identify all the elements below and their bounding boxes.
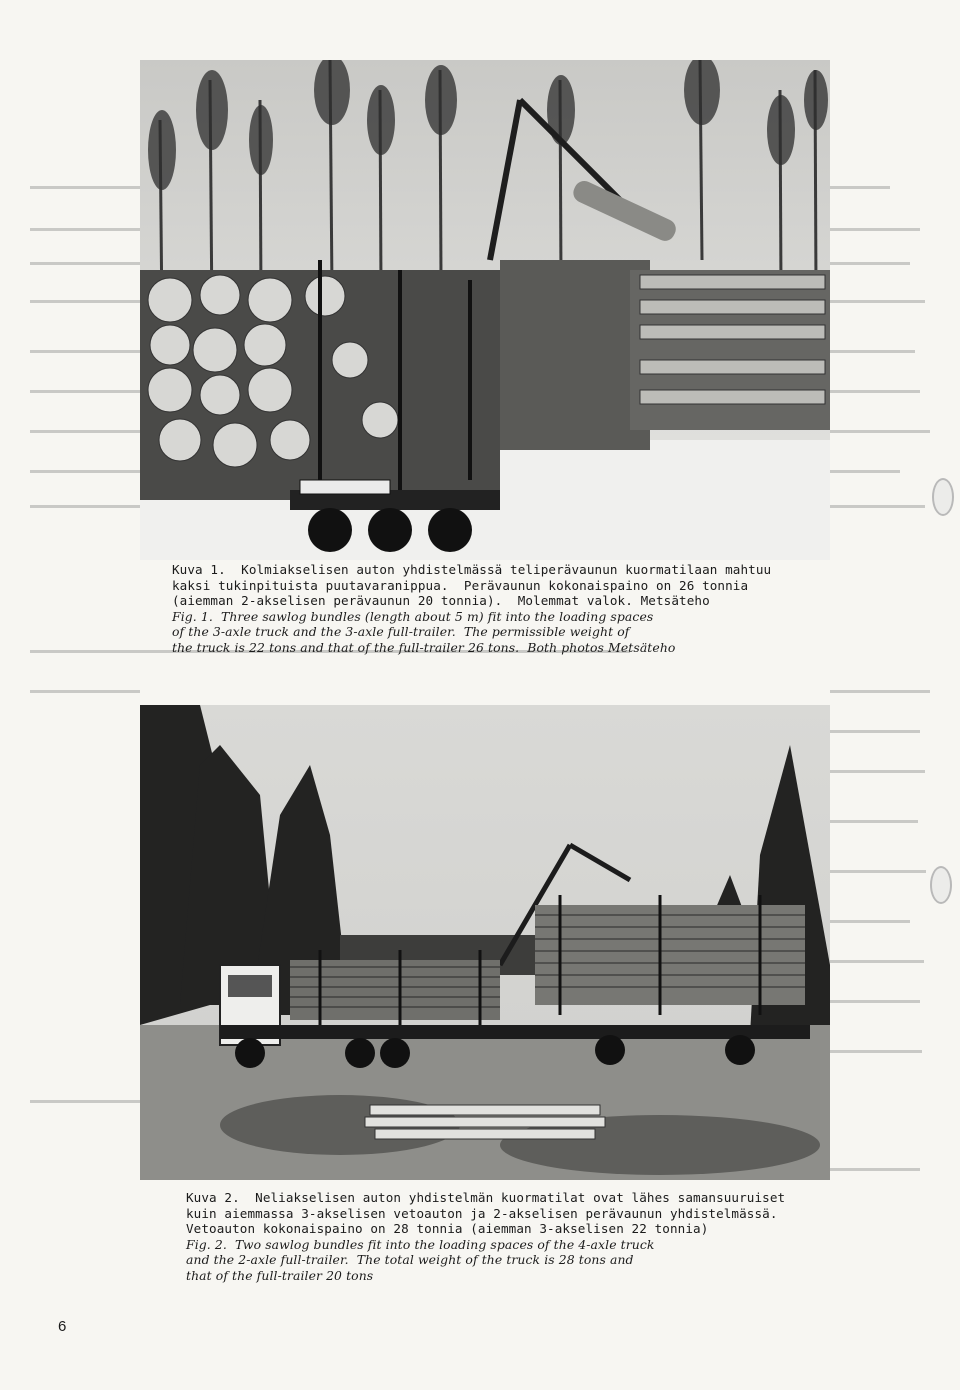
caption-fi-line: Kuva 1. Kolmiakselisen auton yhdistelmässä teliperävaunun kuormatilaan mahtuu — [172, 562, 772, 577]
caption-en-line: and the 2-axle full-trailer. The total weight of the truck is 28 tons and — [186, 1252, 634, 1267]
caption-fi-line: kaksi tukinpituista puutavaranippua. Perävaunun kokonaispaino on 26 tonnia — [172, 577, 749, 593]
caption-en-line: that of the full-trailer 20 tons — [186, 1267, 374, 1283]
caption-en-line: the truck is 22 tons and that of the full-trailer 26 tons. Both photos Metsäteho — [172, 639, 676, 655]
caption-fi-line: Vetoauton kokonaispaino on 28 tonnia (aiemman 3-akselisen 22 tonnia) — [186, 1221, 709, 1236]
figure-1-caption — [172, 562, 771, 655]
truck-loading-photo — [140, 60, 830, 560]
binder-hole-top — [932, 478, 954, 516]
caption-en-line: Fig. 2. Two sawlog bundles fit into the loading spaces of the 4-axle truck — [186, 1236, 655, 1252]
forest-truck-photo — [140, 705, 830, 1180]
figure-2-caption — [186, 1190, 785, 1283]
caption-en-line: Fig. 1. Three sawlog bundles (length about 5 m) fit into the loading spaces — [172, 608, 654, 624]
binder-hole-bottom — [930, 866, 952, 904]
caption-fi-line: kuin aiemmassa 3-akselisen vetoauton ja 2-akselisen perävaunun yhdistelmässä. — [186, 1205, 778, 1221]
caption-fi-line: (aiemman 2-akselisen perävaunun 20 tonnia). Molemmat valok. Metsäteho — [172, 593, 710, 608]
page-number: 6 — [58, 1318, 67, 1335]
caption-fi-line: Kuva 2. Neliakselisen auton yhdistelmän kuormatilat ovat lähes samansuuruiset — [186, 1190, 786, 1205]
caption-en-line: of the 3-axle truck and the 3-axle full-trailer. The permissible weight of — [172, 624, 630, 639]
